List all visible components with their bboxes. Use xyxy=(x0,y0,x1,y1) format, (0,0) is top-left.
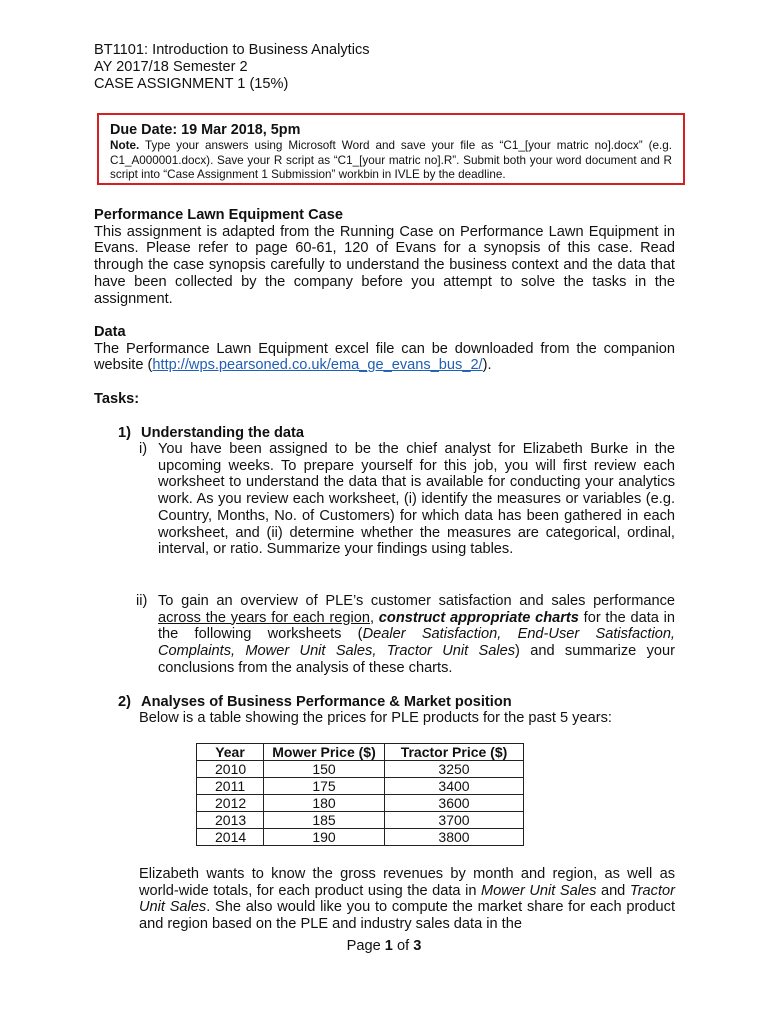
sub-ii-text-a: To gain an overview of PLE’s customer satisfaction and sales performance xyxy=(158,593,675,609)
sub-ii-worksheets: Dealer Satisfaction, End-User Satisfaction, Complaints, Mower Unit Sales, Tractor Unit Sales xyxy=(158,626,675,660)
task1-heading xyxy=(118,425,304,441)
sub-ii-text-b: , xyxy=(369,609,379,626)
tractor-cell: 3600 xyxy=(385,795,524,812)
tractor-cell: 3800 xyxy=(385,829,524,846)
sub-i-text: You have been assigned to be the chief analyst for Elizabeth Burke in the upcoming weeks. To prepare yourself for this job, you will first review each worksheet to understand the data that is available for conducting your analytics work. As you review each worksheet, (i) identify the measures or variables (e.g. Country, Months, No. of Customers) for which data has been gathered in each worksheet, and (ii) determine whether the measures are categorical, ordinal, interval, or ratio. Summarize your findings using tables. xyxy=(158,441,675,558)
price-table-header xyxy=(197,744,524,761)
tasks-heading: Tasks: xyxy=(94,391,140,407)
table-row xyxy=(197,761,524,778)
task1-sub-i xyxy=(139,441,675,558)
price-table xyxy=(196,743,524,846)
table-row xyxy=(197,795,524,812)
data-section xyxy=(94,324,675,374)
due-date-box xyxy=(97,113,685,185)
document-header xyxy=(94,42,370,93)
course-title: BT1101: Introduction to Business Analytics xyxy=(94,42,370,58)
tractor-cell: 3700 xyxy=(385,812,524,829)
after-text-a: Elizabeth wants to know the gross revenues by month and region, as well as world-wide totals, for each product using the data in xyxy=(139,866,675,899)
task2-intro-text: Below is a table showing the prices for PLE products for the past 5 years: xyxy=(139,710,612,726)
sub-ii-marker: ii) xyxy=(136,593,148,609)
mower-cell: 185 xyxy=(264,812,385,829)
task2-after-table xyxy=(139,866,675,933)
table-row xyxy=(197,778,524,795)
sub-ii-text-c: for the data in the following worksheets ( xyxy=(158,609,675,643)
after-text-b: and xyxy=(596,882,630,899)
task1-title: Understanding the data xyxy=(141,425,305,441)
companion-website-link[interactable]: http://wps.pearsoned.co.uk/ema_ge_evans_bus_2/ xyxy=(152,357,483,374)
col-tractor-price: Tractor Price ($) xyxy=(385,744,524,761)
footer-middle: of xyxy=(392,938,414,954)
case-body: This assignment is adapted from the Running Case on Performance Lawn Equipment in Evans. Please refer to page 60-61, 120 of Evans for a synopsis of this case. Read through the case synopsis carefully to understand the business context and the data that have been collected by the company before you attempt to solve the tasks in the assignment. xyxy=(94,223,675,307)
mower-worksheet: Mower Unit Sales xyxy=(481,882,597,899)
tractor-worksheet: Tractor Unit Sales xyxy=(139,882,675,916)
sub-ii-text-d: ) and summarize your conclusions from the analysis of these charts. xyxy=(158,643,676,676)
task2-title: Analyses of Business Performance & Market position xyxy=(141,694,512,710)
data-body xyxy=(94,341,675,374)
year-cell: 2014 xyxy=(197,829,264,846)
note-text: Type your answers using Microsoft Word and save your file as “C1_[your matric no].docx” (e.g. C1_A000001.docx). Save your R script as “C1_[your matric no].R”. Submit both your word document and R script into “Case Assignment 1 Submission” workbin in IVLE by the deadline. xyxy=(110,139,672,182)
year-cell: 2012 xyxy=(197,795,264,812)
task2-intro xyxy=(139,710,675,727)
year-cell: 2011 xyxy=(197,778,264,795)
term-line: AY 2017/18 Semester 2 xyxy=(94,59,248,75)
current-page-number: 1 xyxy=(384,938,393,954)
tractor-cell: 3250 xyxy=(385,761,524,778)
data-body-text: The Performance Lawn Equipment excel file can be downloaded from the companion website ( xyxy=(94,340,675,374)
task2-heading xyxy=(118,694,512,710)
mower-cell: 180 xyxy=(264,795,385,812)
year-cell: 2010 xyxy=(197,761,264,778)
tasks-heading-block xyxy=(94,391,675,408)
mower-cell: 150 xyxy=(264,761,385,778)
table-row xyxy=(197,829,524,846)
case-heading: Performance Lawn Equipment Case xyxy=(94,207,343,223)
task1-sub-ii xyxy=(136,593,676,677)
assignment-title: CASE ASSIGNMENT 1 (15%) xyxy=(94,76,289,92)
tractor-cell: 3400 xyxy=(385,778,524,795)
total-pages: 3 xyxy=(413,938,422,954)
task2-after-text xyxy=(139,866,675,933)
data-heading: Data xyxy=(94,324,126,340)
data-body-end: ). xyxy=(482,357,492,374)
note-label: Note. xyxy=(110,139,140,152)
sub-ii-underlined: across the years for each region xyxy=(158,609,370,626)
task1-number: 1) xyxy=(118,425,131,441)
due-date-title: Due Date: 19 Mar 2018, 5pm xyxy=(110,122,301,138)
year-cell: 2013 xyxy=(197,812,264,829)
case-section xyxy=(94,207,675,307)
page-footer xyxy=(0,938,768,954)
sub-ii-text xyxy=(158,593,675,677)
mower-cell: 175 xyxy=(264,778,385,795)
mower-cell: 190 xyxy=(264,829,385,846)
task2-number: 2) xyxy=(118,694,131,710)
footer-prefix: Page xyxy=(346,938,385,954)
after-text-c: . She also would like you to compute the market share for each product and region based on the PLE and industry sales data in the xyxy=(139,899,676,933)
sub-ii-emphasis: construct appropriate charts xyxy=(378,609,579,626)
table-row xyxy=(197,812,524,829)
col-year: Year xyxy=(197,744,264,761)
sub-i-marker: i) xyxy=(139,441,148,457)
due-note xyxy=(110,139,672,183)
col-mower-price: Mower Price ($) xyxy=(264,744,385,761)
